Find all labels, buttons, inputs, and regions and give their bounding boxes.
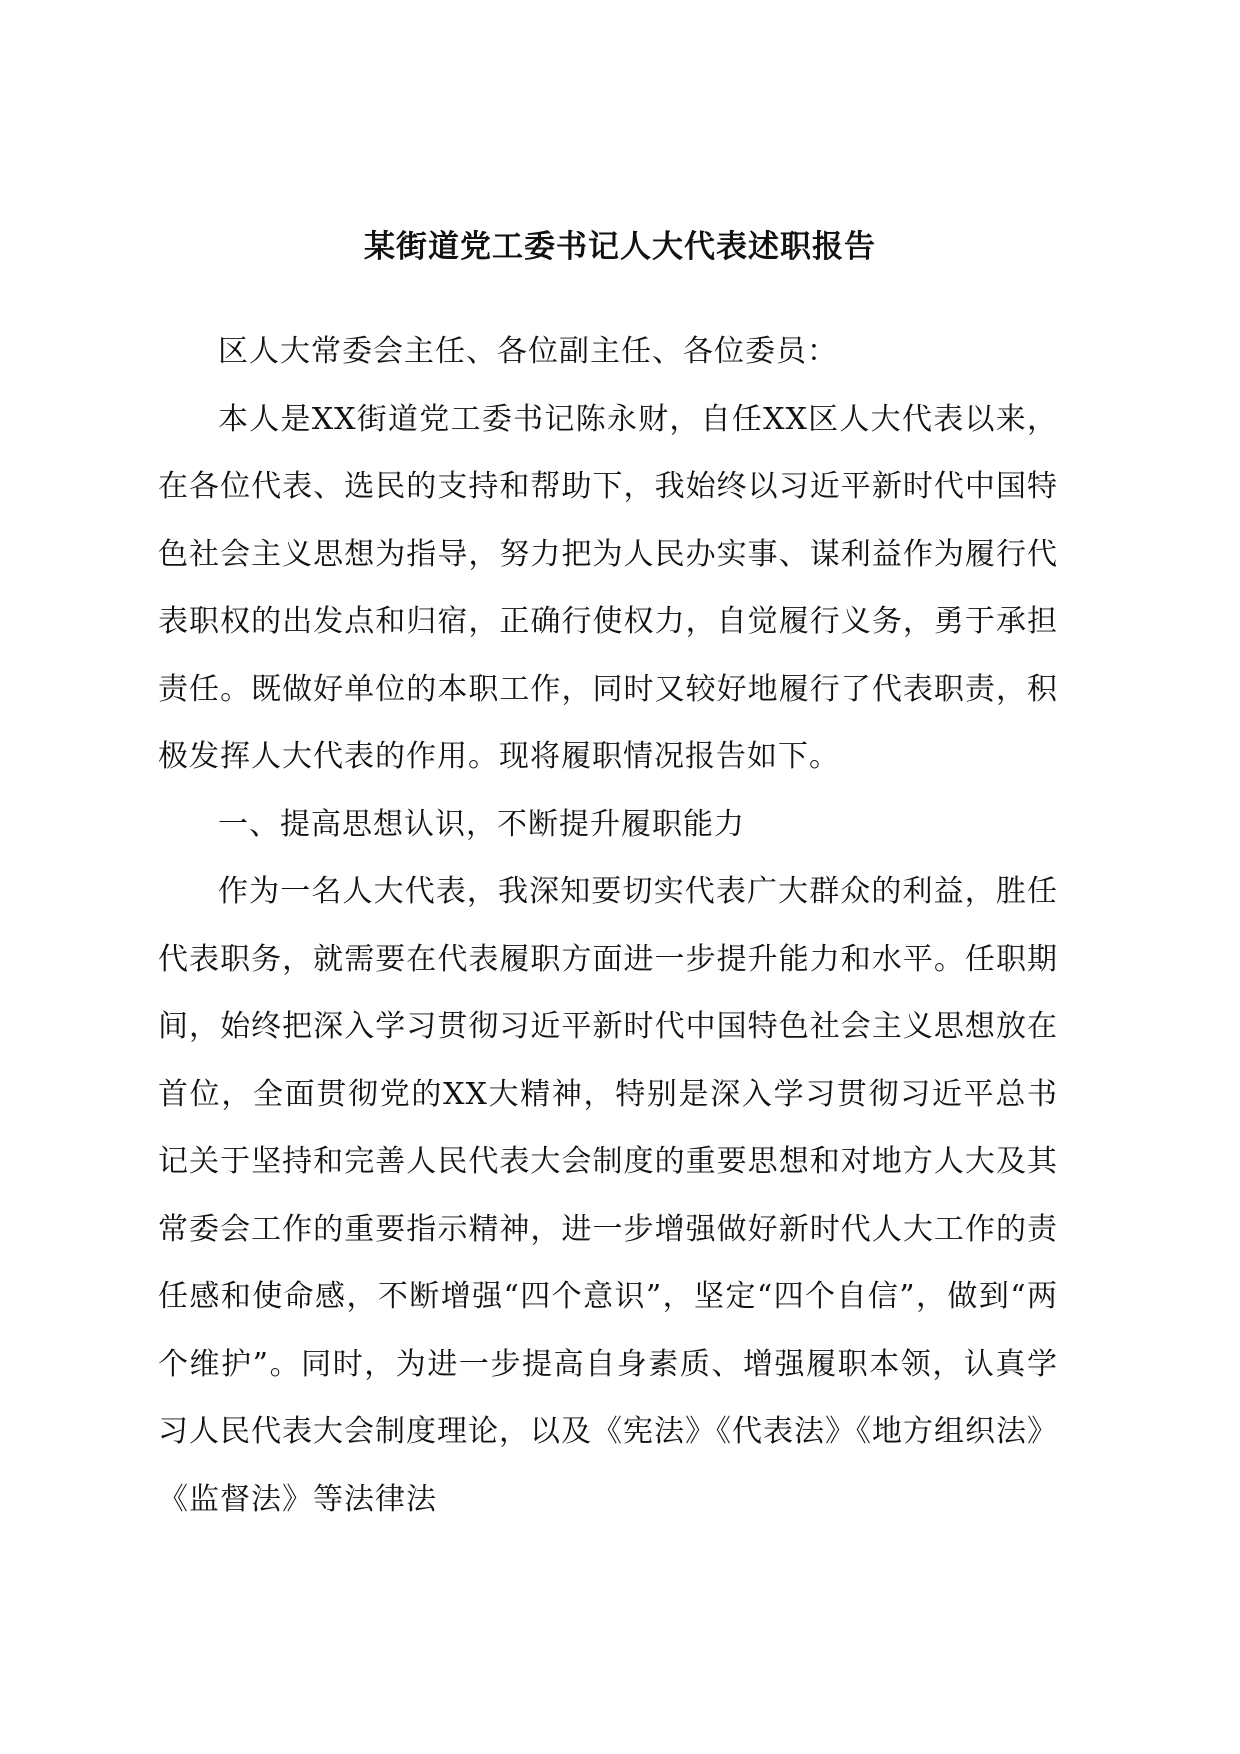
document-title: 某街道党工委书记人大代表述职报告 <box>364 229 876 265</box>
document-body <box>158 318 1058 1533</box>
section-1-paragraph: 作为一名人大代表，我深知要切实代表广大群众的利益，胜任代表职务，就需要在代表履职方面进一步提升能力和水平。任职期间，始终把深入学习贯彻习近平新时代中国特色社会主义思想放在首位，全面贯彻党的XX大精神，特别是深入学习贯彻习近平总书记关于坚持和完善人民代表大会制度的重要思想和对地方人大及其常委会工作的重要指示精神，进一步增强做好新时代人大工作的责任感和使命感，不断增强“四个意识”，坚定“四个自信”，做到“两个维护”。同时，为进一步提高自身素质、增强履职本领，认真学习人民代表大会制度理论，以及《宪法》《代表法》《地方组织法》《监督法》等法律法 <box>158 874 1058 1517</box>
section-heading-1: 一、提高思想认识，不断提升履职能力 <box>218 806 745 842</box>
salutation-paragraph: 区人大常委会主任、各位副主任、各位委员： <box>218 334 838 369</box>
intro-paragraph: 本人是XX街道党工委书记陈永财，自任XX区人大代表以来，在各位代表、选民的支持和帮助下，我始终以习近平新时代中国特色社会主义思想为指导，努力把为人民办实事、谋利益作为履行代表职权的出发点和归宿，正确行使权力，自觉履行义务，勇于承担责任。既做好单位的本职工作，同时又较好地履行了代表职责，积极发挥人大代表的作用。现将履职情况报告如下。 <box>158 401 1058 774</box>
